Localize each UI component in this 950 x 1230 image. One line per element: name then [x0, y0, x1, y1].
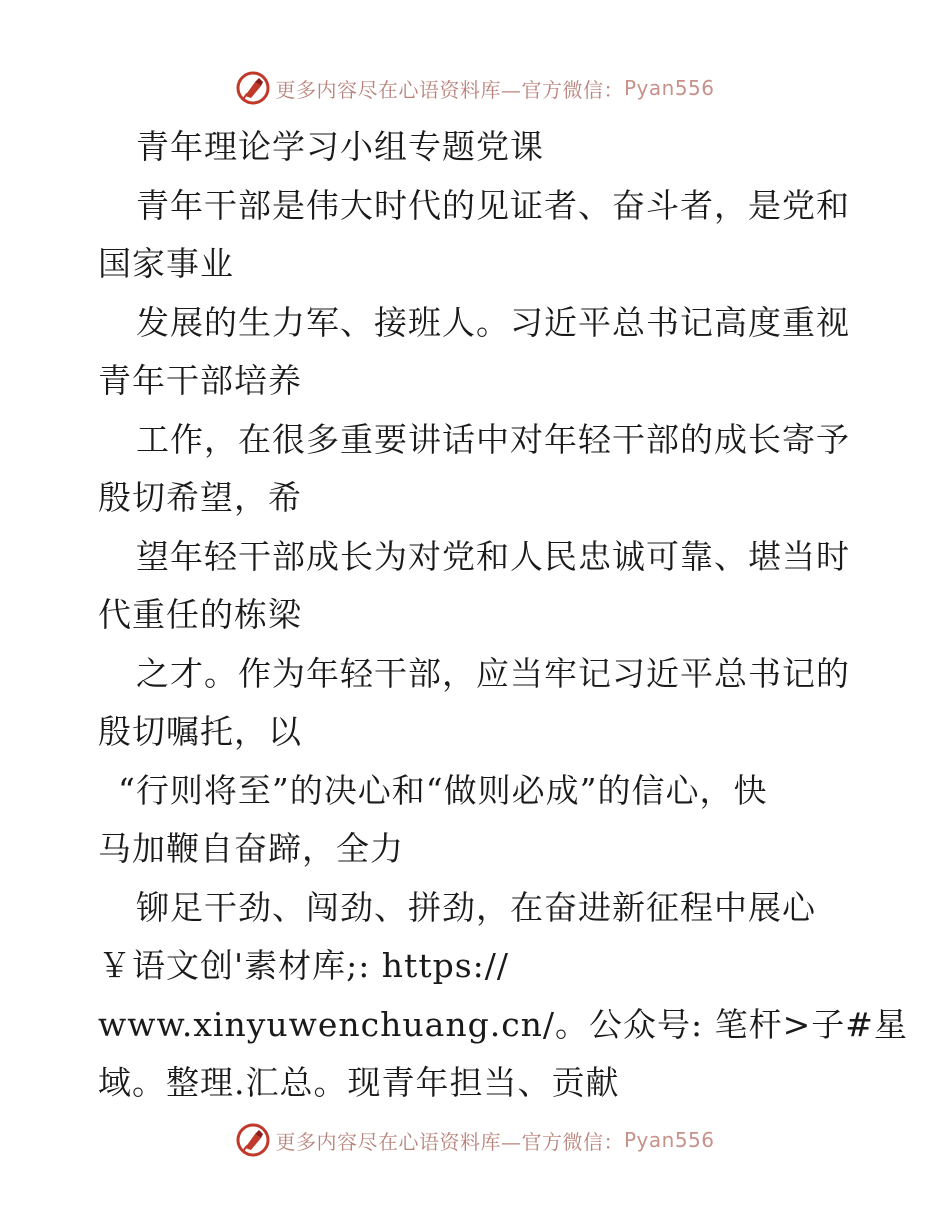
banner-wechat-id: Pyan556	[623, 76, 715, 100]
banner-wechat-id: Pyan556	[623, 1128, 715, 1152]
paragraph-line: 铆足干劲、闯劲、拼劲，在奋进新征程中展心	[136, 887, 816, 927]
paragraph-line: 望年轻干部成长为对党和人民忠诚可靠、堪当时	[136, 536, 850, 576]
paragraph-line: 代重任的栋梁	[98, 595, 302, 634]
paragraph-line: 国家事业	[98, 244, 234, 283]
paragraph-line: 工作，在很多重要讲话中对年轻干部的成长寄予	[136, 419, 850, 459]
banner-text: 更多内容尽在心语资料库—官方微信：	[275, 1129, 624, 1154]
paragraph-line: www.xinyuwenchuang.cn/。公众号: 笔杆>子#星	[98, 1004, 908, 1044]
paragraph-line: 殷切希望，希	[98, 478, 302, 517]
paragraph-line: 发展的生力军、接班人。习近平总书记高度重视	[136, 302, 850, 342]
banner-text: 更多内容尽在心语资料库—官方微信：	[275, 77, 624, 102]
brand-logo-icon	[235, 1122, 271, 1158]
document-title: 青年理论学习小组专题党课	[136, 127, 544, 166]
paragraph-line: “行则将至”的决心和“做则必成”的信心，快	[118, 770, 768, 810]
paragraph-line: ￥语文创'素材库;: https://	[98, 946, 509, 985]
paragraph-line: 域。整理.汇总。现青年担当、贡献	[98, 1063, 620, 1102]
footer-watermark-banner	[0, 1120, 950, 1160]
brand-logo-icon	[235, 70, 271, 106]
paragraph-line: 青年干部培养	[98, 361, 302, 400]
header-watermark-banner	[0, 68, 950, 108]
paragraph-line: 马加鞭自奋蹄，全力	[98, 829, 404, 868]
paragraph-line: 殷切嘱托，以	[98, 712, 302, 751]
paragraph-line: 青年干部是伟大时代的见证者、奋斗者，是党和	[136, 185, 850, 225]
document-body	[98, 118, 908, 1113]
paragraph-line: 之才。作为年轻干部，应当牢记习近平总书记的	[136, 653, 850, 693]
